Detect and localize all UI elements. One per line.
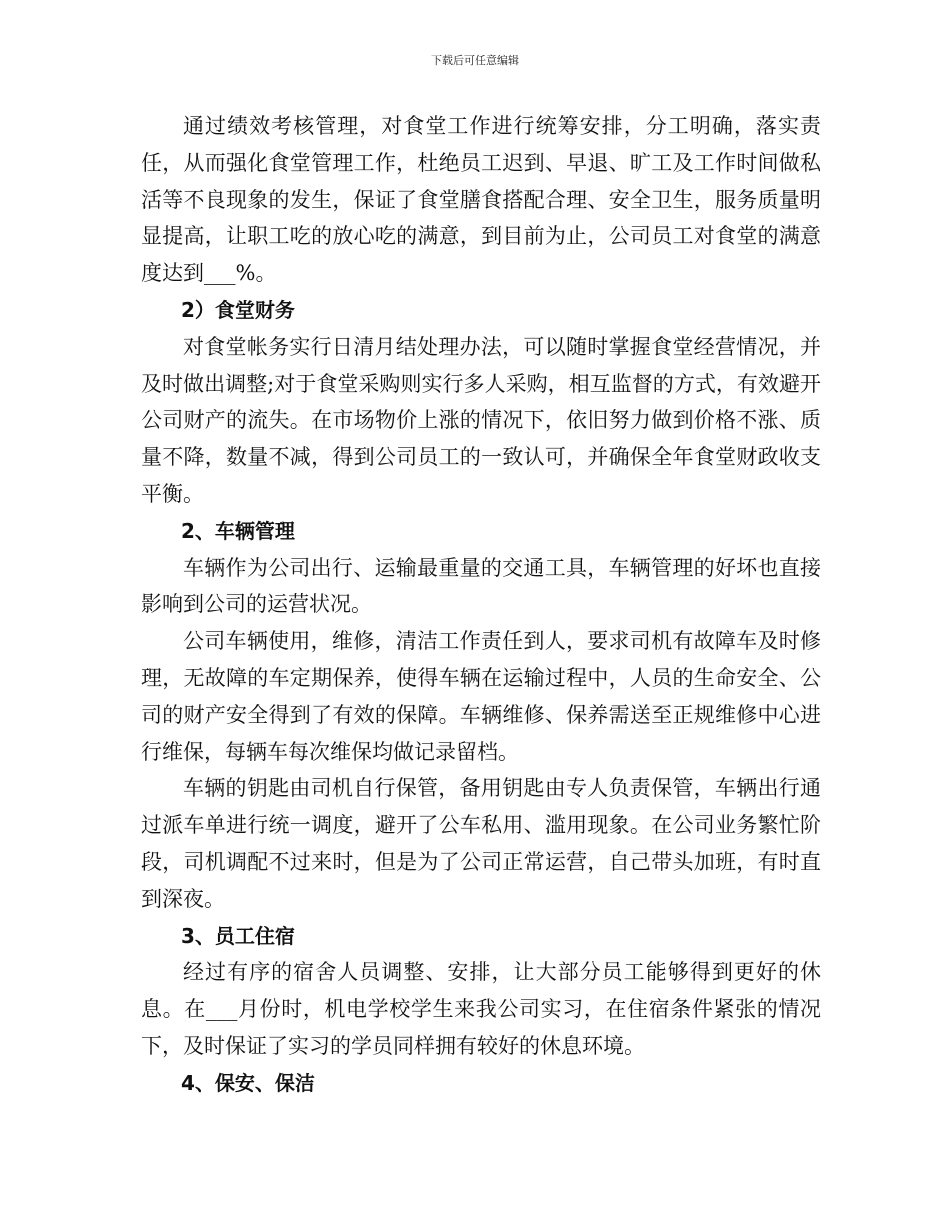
document-body [141,108,821,1102]
page-header: 下载后可任意编辑 [431,54,519,67]
paragraph-canteen-finance: 对食堂帐务实行日清月结处理办法，可以随时掌握食堂经营情况，并及时做出调整;对于食堂采购则实行多人采购，相互监督的方式，有效避开公司财产的流失。在市场物价上涨的情况下，依旧努力做到价格不涨、质量不降，数量不减，得到公司员工的一致认可，并确保全年食堂财政收支平衡。 [141,334,821,506]
heading-vehicle-management: 2、车辆管理 [181,518,295,543]
paragraph-staff-housing: 经过有序的宿舍人员调整、安排，让大部分员工能够得到更好的休息。在___月份时，机电学校学生来我公司实习，在住宿条件紧张的情况下，及时保证了实习的学员同样拥有较好的休息环境。 [141,960,821,1058]
heading-canteen-finance: 2）食堂财务 [181,297,295,322]
paragraph-vehicle-keys: 车辆的钥匙由司机自行保管，备用钥匙由专人负责保管，车辆出行通过派车单进行统一调度，避开了公车私用、滥用现象。在公司业务繁忙阶段，司机调配不过来时，但是为了公司正常运营，自己带头加班，有时直到深夜。 [141,776,821,911]
paragraph-vehicle-maintenance: 公司车辆使用，维修，清洁工作责任到人，要求司机有故障车及时修理，无故障的车定期保养，使得车辆在运输过程中，人员的生命安全、公司的财产安全得到了有效的保障。车辆维修、保养需送至正规维修中心进行维保，每辆车每次维保均做记录留档。 [141,629,821,764]
paragraph-vehicle-importance: 车辆作为公司出行、运输最重量的交通工具，车辆管理的好坏也直接影响到公司的运营状况。 [141,555,821,617]
heading-security-cleaning: 4、保安、保洁 [181,1070,315,1095]
paragraph-canteen-assessment: 通过绩效考核管理，对食堂工作进行统筹安排，分工明确，落实责任，从而强化食堂管理工作，杜绝员工迟到、早退、旷工及工作时间做私活等不良现象的发生，保证了食堂膳食搭配合理、安全卫生，服务质量明显提高，让职工吃的放心吃的满意，到目前为止，公司员工对食堂的满意度达到___%。 [141,114,821,286]
heading-staff-housing: 3、员工住宿 [181,923,295,948]
